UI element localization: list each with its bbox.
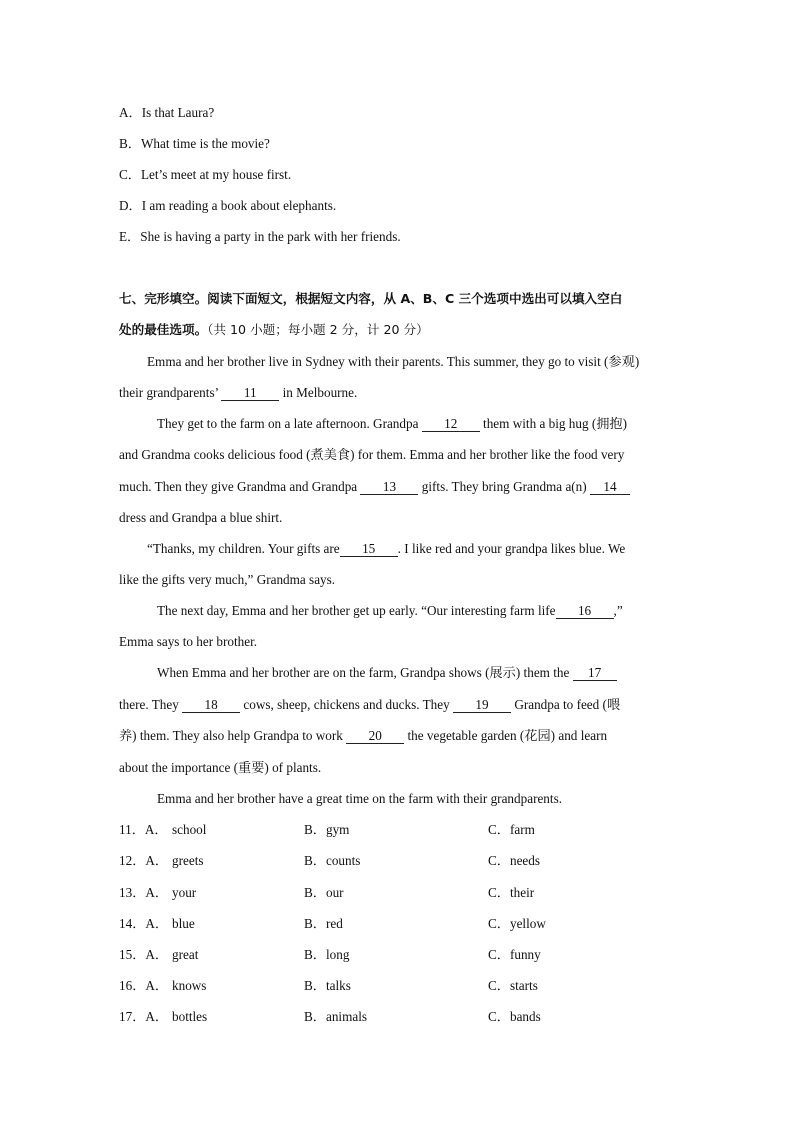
- blank-19: 19: [453, 698, 511, 713]
- passage-p1-line-2: [119, 385, 675, 401]
- question-number: 17．A．: [119, 1009, 169, 1024]
- passage-p3-line-1: [147, 541, 675, 557]
- passage-text: The next day, Emma and her brother get up early. “Our interesting farm life: [157, 603, 556, 618]
- choice-b: B．gym: [304, 822, 350, 837]
- option-e: E．She is having a party in the park with her friends.: [119, 229, 401, 244]
- passage-p4-line-2: Emma says to her brother.: [119, 634, 258, 649]
- section-heading-score: （共 10 小题；每小题 2 分，计 20 分）: [207, 322, 429, 337]
- blank-18: 18: [182, 698, 240, 713]
- choice-c: C．yellow: [488, 916, 546, 931]
- passage-text: much. Then they give Grandma and Grandpa: [119, 479, 361, 494]
- blank-17: 17: [573, 666, 617, 681]
- choice-c: C．their: [488, 885, 535, 900]
- passage-text: in Melbourne.: [279, 385, 358, 400]
- choice-b: B．our: [304, 885, 344, 900]
- choice-a: greets: [172, 853, 204, 868]
- blank-14: 14: [590, 480, 630, 495]
- question-number: 12．A．: [119, 853, 169, 868]
- question-number: 15．A．: [119, 947, 169, 962]
- passage-text: . I like red and your grandpa likes blue. We: [397, 541, 626, 556]
- choice-b: B．talks: [304, 978, 351, 993]
- passage-p4-line-1: [157, 603, 675, 619]
- question-number: 14．A．: [119, 916, 169, 931]
- passage-p1-line-1: Emma and her brother live in Sydney with their parents. This summer, they go to visit (参观): [147, 354, 640, 369]
- passage-text: They get to the farm on a late afternoon. Grandpa: [157, 416, 422, 431]
- choice-c: C．starts: [488, 978, 538, 993]
- choice-a: your: [172, 885, 197, 900]
- choice-b: B．counts: [304, 853, 361, 868]
- section-heading-bold: 处的最佳选项。: [119, 322, 208, 337]
- choice-c: C．needs: [488, 853, 541, 868]
- choice-a: school: [172, 822, 207, 837]
- passage-text: their grandparents’: [119, 385, 222, 400]
- choice-a: great: [172, 947, 199, 962]
- question-number: 16．A．: [119, 978, 169, 993]
- passage-text: When Emma and her brother are on the farm, Grandpa shows (展示) them the: [157, 665, 573, 680]
- section-heading-line-2: [119, 322, 675, 338]
- section-heading-line-1: 七、完形填空。阅读下面短文，根据短文内容，从 A、B、C 三个选项中选出可以填入空白: [119, 291, 623, 306]
- option-c: C．Let’s meet at my house first.: [119, 167, 292, 182]
- option-b: B．What time is the movie?: [119, 136, 270, 151]
- passage-p5-line-3: [119, 728, 675, 744]
- blank-15: 15: [340, 542, 398, 557]
- choice-c: C．bands: [488, 1009, 541, 1024]
- passage-p2-line-4: dress and Grandpa a blue shirt.: [119, 510, 283, 525]
- passage-p2-line-2: and Grandma cooks delicious food (煮美食) for them. Emma and her brother like the food very: [119, 447, 625, 462]
- passage-p3-line-2: like the gifts very much,” Grandma says.: [119, 572, 336, 587]
- question-number: 11．A．: [119, 822, 168, 837]
- passage-p2-line-3: [119, 479, 675, 495]
- question-number: 13．A．: [119, 885, 169, 900]
- passage-text: there. They: [119, 697, 183, 712]
- blank-11: 11: [221, 386, 279, 401]
- blank-16: 16: [556, 604, 614, 619]
- passage-text: them with a big hug (拥抱): [479, 416, 627, 431]
- choice-b: B．long: [304, 947, 350, 962]
- option-d: D．I am reading a book about elephants.: [119, 198, 337, 213]
- choice-a: knows: [172, 978, 207, 993]
- passage-text: ,”: [613, 603, 623, 618]
- blank-13: 13: [360, 480, 418, 495]
- blank-20: 20: [346, 729, 404, 744]
- passage-text: “Thanks, my children. Your gifts are: [147, 541, 340, 556]
- blank-12: 12: [422, 417, 480, 432]
- option-a: A．Is that Laura?: [119, 105, 215, 120]
- passage-text: the vegetable garden (花园) and learn: [404, 728, 608, 743]
- passage-p5-line-2: [119, 697, 675, 713]
- choice-c: C．funny: [488, 947, 541, 962]
- choice-b: B．red: [304, 916, 343, 931]
- passage-text: 养) them. They also help Grandpa to work: [119, 728, 347, 743]
- passage-p5-line-4: about the importance (重要) of plants.: [119, 760, 322, 775]
- passage-p6: Emma and her brother have a great time on the farm with their grandparents.: [157, 791, 562, 806]
- passage-p5-line-1: [157, 665, 675, 681]
- choice-c: C．farm: [488, 822, 535, 837]
- passage-text: gifts. They bring Grandma a(n): [418, 479, 590, 494]
- passage-text: Grandpa to feed (喂: [511, 697, 621, 712]
- passage-p2-line-1: [157, 416, 675, 432]
- passage-text: cows, sheep, chickens and ducks. They: [240, 697, 454, 712]
- choice-a: bottles: [172, 1009, 208, 1024]
- choice-b: B．animals: [304, 1009, 368, 1024]
- choice-a: blue: [172, 916, 195, 931]
